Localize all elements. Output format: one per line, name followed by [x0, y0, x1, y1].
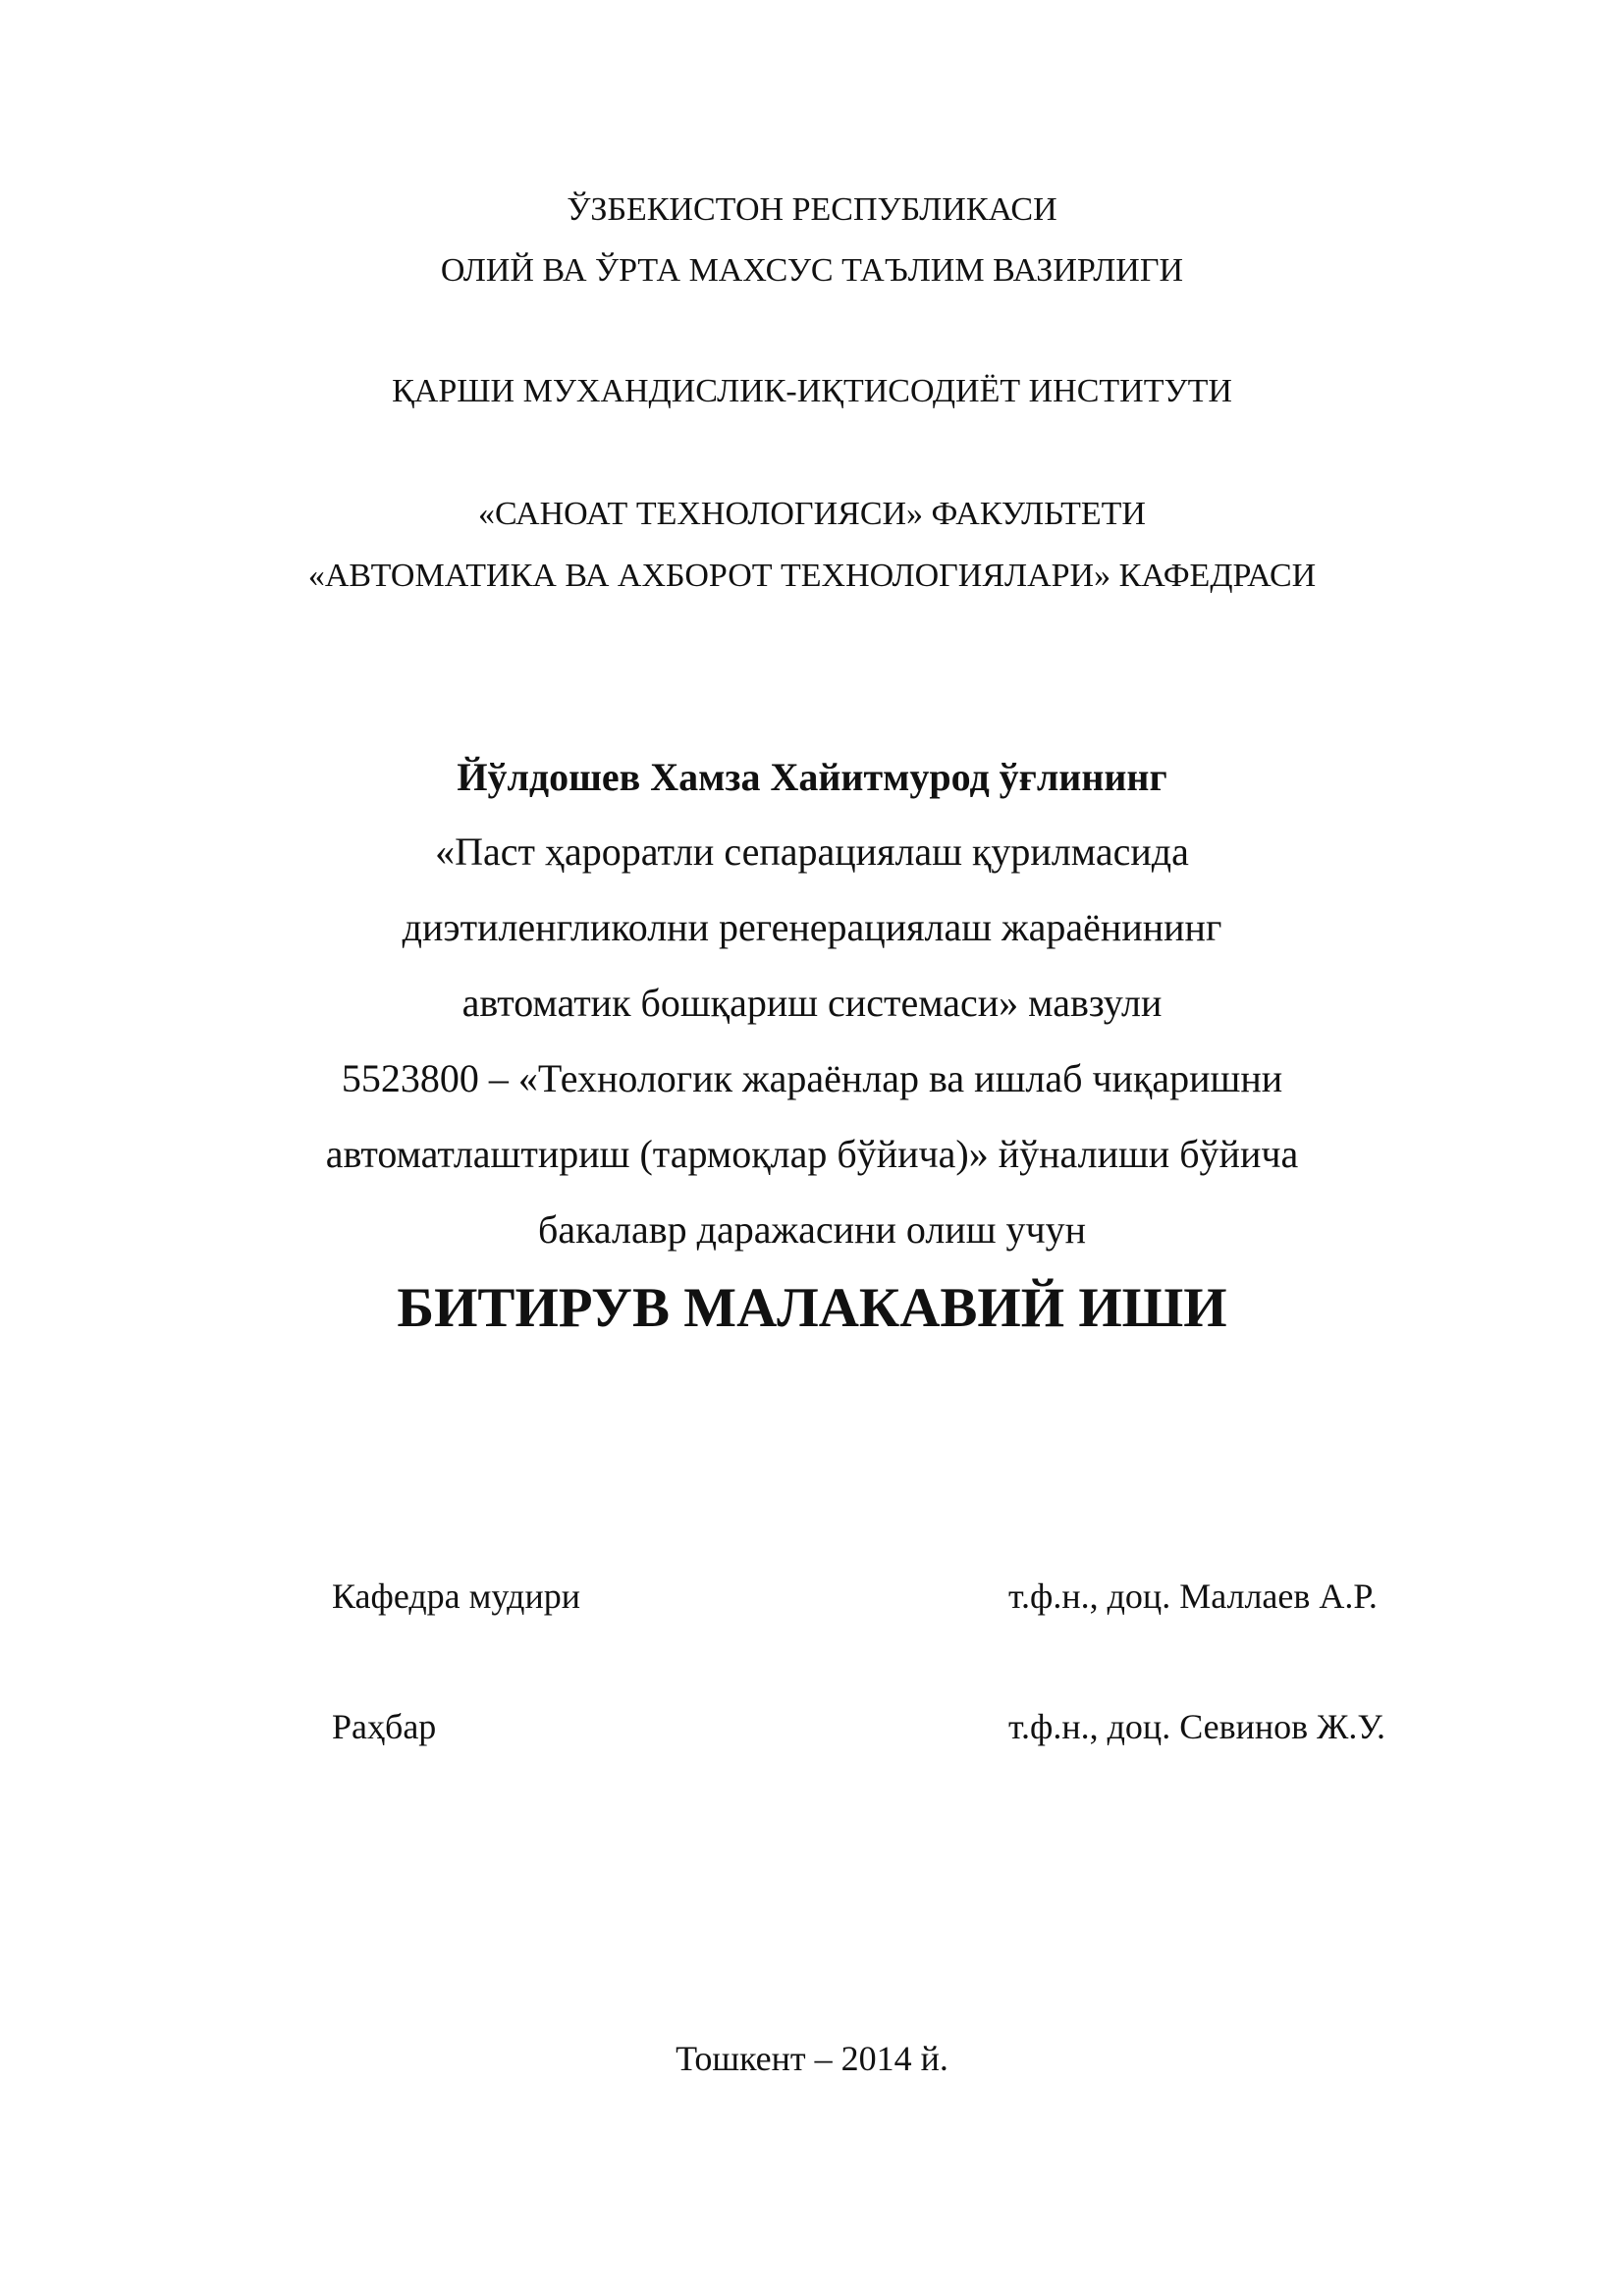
topic-line: диэтиленгликолни регенерациялаш жараёнининг	[402, 905, 1222, 949]
author-name: Йўлдошев Хамза Хайитмурод ўғлининг	[457, 755, 1167, 799]
topic-line: «Паст ҳароратли сепарациялаш қурилмасида	[435, 829, 1189, 874]
city-year: Тошкент – 2014 й.	[676, 2039, 948, 2078]
ministry-line-1: ЎЗБЕКИСТОН РЕСПУБЛИКАСИ	[567, 191, 1057, 228]
topic-line: 5523800 – «Технологик жараёнлар ва ишлаб чиқаришни	[341, 1056, 1283, 1100]
topic-line: автоматик бошқариш системаси» мавзули	[461, 981, 1163, 1025]
signature-role-head: Кафедра мудири	[332, 1576, 581, 1616]
topic-line: бакалавр даражасини олиш учун	[537, 1207, 1087, 1252]
document-title: БИТИРУВ МАЛАКАВИЙ ИШИ	[397, 1277, 1227, 1339]
signature-role-supervisor: Раҳбар	[332, 1707, 437, 1746]
ministry-line-2: ОЛИЙ ВА ЎРТА МАХСУС ТАЪЛИМ ВАЗИРЛИГИ	[440, 252, 1184, 289]
signature-person-head: т.ф.н., доц. Маллаев А.Р.	[1008, 1576, 1378, 1616]
department-name: «АВТОМАТИКА ВА АХБОРОТ ТЕХНОЛОГИЯЛАРИ» КАФЕДРАСИ	[307, 558, 1317, 594]
topic-line: автоматлаштириш (тармоқлар бўйича)» йўналиши бўйича	[325, 1132, 1299, 1176]
faculty-name: «САНОАТ ТЕХНОЛОГИЯСИ» ФАКУЛЬТЕТИ	[478, 496, 1146, 532]
institute-name: ҚАРШИ МУХАНДИСЛИК-ИҚТИСОДИЁТ ИНСТИТУТИ	[392, 373, 1232, 409]
signature-person-supervisor: т.ф.н., доц. Севинов Ж.У.	[1008, 1707, 1386, 1746]
